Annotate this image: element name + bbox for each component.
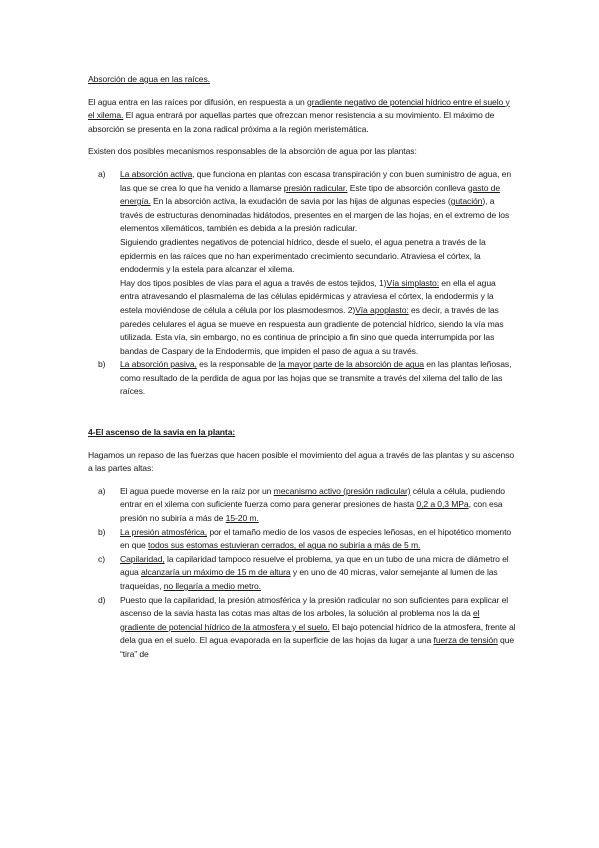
list-marker: a) <box>98 168 106 179</box>
list-marker: c) <box>98 553 105 564</box>
list-marker: b) <box>98 359 106 370</box>
list-item-absorcion-pasiva: b) La absorción pasiva, es la responsable de la mayor parte de la absorción de agua en las plantas leñosas, como resultado de la perdida de agua por las hojas que se transmite a través del xilema del tallo de las raíces. <box>98 359 512 397</box>
paragraph-difusion: El agua entra en las raíces por difusión, en respuesta a un gradiente negativo de potencial hídrico entre el suelo y el xilema. El agua entrará por aquellas partes que ofrezcan menor resistencia a su movimiento. El máximo de absorción se presenta en la zona radical próxima a la región meristemática. <box>88 96 510 134</box>
list-item-capilaridad: c) Capilaridad, la capilaridad tampoco resuelve el problema, ya que en un tubo de una micra de diámetro el agua alcanzaría un máximo de 15 m de altura y en uno de 40 micras, valor semejante al lumen de las traqueidas, no llegaría a medio metro. <box>98 553 509 591</box>
list-marker: b) <box>98 526 106 537</box>
list-marker: a) <box>98 485 106 496</box>
document-body <box>88 73 516 662</box>
list-item-mecanismo-activo: a) El agua puede moverse en la raíz por un mecanismo activo (presión radicular) célula a célula, pudiendo entrar en el xilema con suficiente fuerza como para generar presiones de hasta 0,2 a 0,3 MPa, con esa presión no subiría a más de 15-20 m. <box>98 485 505 524</box>
list-item-gradiente-hidrico: d) Puesto que la capilaridad, la presión atmosférica y la presión radicular no son suficientes para explicar el ascenso de la savia hasta las cotas mas altas de los arboles, la solución al problema nos la da el gradiente de potencial hídrico de la atmosfera y el suelo. El bajo potencial hídrico de la atmosfera, frente al dela gua en el suelo. El agua evaporada en la superficie de las hojas da lugar a una fuerza de tensión que “tira” de <box>98 594 516 659</box>
section-heading-absorcion: Absorción de agua en las raíces. <box>88 74 210 84</box>
paragraph-repaso: Hagamos un repaso de las fuerzas que hacen posible el movimiento del agua a través de las plantas y su ascenso a las partes altas: <box>88 449 515 474</box>
list-item-presion-atmosferica: b) La presión atmosférica, por el tamaño medio de los vasos de especies leñosas, en el hipotético momento en que todos sus estomas estuvieran cerrados, el agua no subiría a más de 5 m. <box>98 526 512 551</box>
list-item-absorcion-activa: a) La absorción activa, que funciona en plantas con escasa transpiración y con buen suministro de agua, en las que se crea lo que ha venido a llamarse presión radicular. Este tipo de absorción conlleva gasto de energía. En la absorción activa, la exudación de savia por las hijas de algunas especies (gutación), a través de estructuras denominadas hidátodos, presentes en el margen de las hojas, en el extremo de los elementos xilemáticos, también es debida a la presión radicular. Siguiendo gradientes negativos de potencial hídrico, desde el suelo, el agua penetra a través de la epidermis en las raíces que no han experimentado crecimiento secundario. Atraviesa el córtex, la endodermis y la estela para alcanzar el xilema. Hay dos tipos posibles de vías para el agua a través de estos tejidos, 1)Vía simplasto: en ella el agua entra atravesando el plasmalema de las células epidérmicas y atraviesa el córtex, la endodermis y la estela moviéndose de célula a célula por los plasmodesmos. 2)Vía apoplasto: es decir, a través de las paredes celulares el agua se mueve en respuesta aun gradiente de potencial hídrico, siendo la vía mas utilizada. Esta vía, sin embargo, no es continua de principio a fin sino que queda interrumpida por las bandas de Caspary de la Endodermis, que impiden el paso de agua a su través. <box>88 168 516 358</box>
list-marker: d) <box>98 594 106 605</box>
section-heading-ascenso: 4-El ascenso de la savia en la planta: <box>88 427 236 438</box>
paragraph-vias: Hay dos tipos posibles de vías para el agua a través de estos tejidos, 1)Vía simplasto: en ella el agua entra atravesando el plasmalema de las células epidérmicas y atraviesa el córtex, la endodermis y la estela moviéndose de célula a célula por los plasmodesmos. 2)Vía apoplasto: es decir, a través de las paredes celulares el agua se mueve en respuesta aun gradiente de potencial hídrico, siendo la vía mas utilizada. Esta vía, sin embargo, no es continua de principio a fin sino que queda interrumpida por las bandas de Caspary de la Endodermis, que impiden el paso de agua a su través. <box>120 277 504 356</box>
paragraph-gradientes: Siguiendo gradientes negativos de potencial hídrico, desde el suelo, el agua penetra a través de la epidermis en las raíces que no han experimentado crecimiento secundario. Atraviesa el córtex, la endodermis y la estela para alcanzar el xilema. <box>120 236 486 275</box>
paragraph-mecanismos: Existen dos posibles mecanismos responsables de la absorción de agua por las plantas: <box>88 146 417 157</box>
